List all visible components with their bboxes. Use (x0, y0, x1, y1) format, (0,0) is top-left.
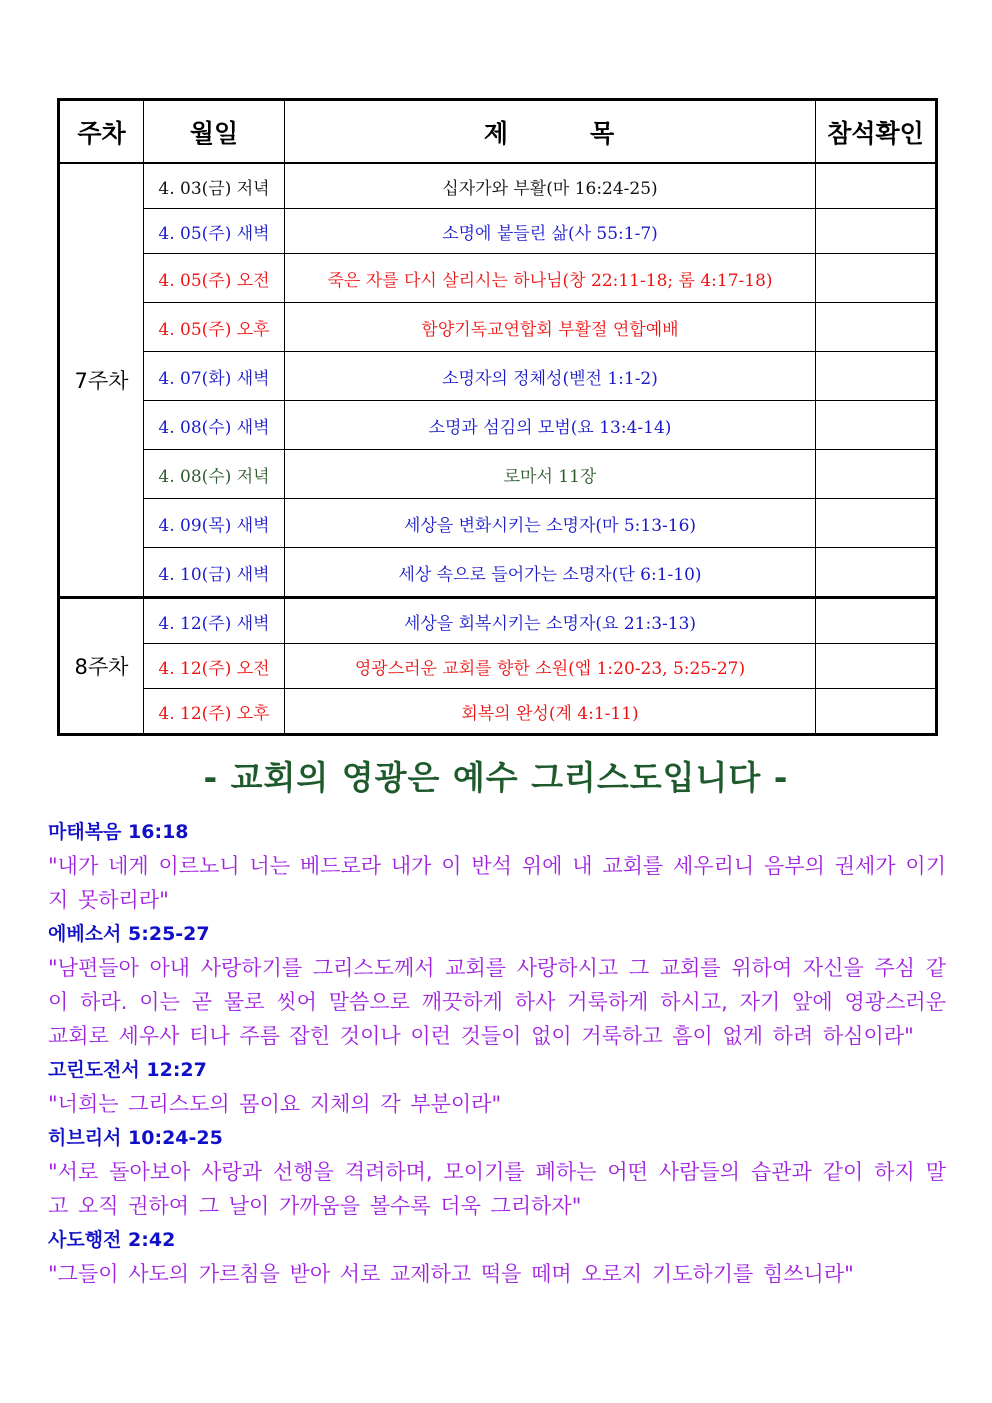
date-cell: 4. 10(금) 새벽 (144, 548, 285, 598)
attendance-check-cell[interactable] (816, 254, 937, 303)
week-label: 7주차 (59, 163, 144, 598)
header-title: 제 목 (285, 100, 816, 164)
verse-list (48, 815, 946, 1291)
table-row (59, 548, 937, 598)
attendance-check-cell[interactable] (816, 644, 937, 689)
subject-cell: 회복의 완성(계 4:1-11) (285, 689, 816, 735)
table-row (59, 499, 937, 548)
date-cell: 4. 07(화) 새벽 (144, 352, 285, 401)
verse-text: "남편들아 아내 사랑하기를 그리스도께서 교회를 사랑하시고 그 교회를 위하여 자신을 주심 같이 하라. 이는 곧 물로 씻어 말씀으로 깨끗하게 하사 거룩하게 하시고, 자기 앞에 영광스러운 교회로 세우사 티나 주름 잡힌 것이나 이런 것들이 없이 거룩하고 흠이 없게 하려 하심이라" (48, 956, 946, 1048)
table-row (59, 598, 937, 644)
subject-cell: 함양기독교연합회 부활절 연합예배 (285, 303, 816, 352)
verse-reference: 히브리서 10:24-25 (48, 1127, 223, 1149)
date-cell: 4. 09(목) 새벽 (144, 499, 285, 548)
subject-cell: 소명자의 정체성(벧전 1:1-2) (285, 352, 816, 401)
verse-text: "그들이 사도의 가르침을 받아 서로 교제하고 떡을 떼며 오로지 기도하기를 힘쓰니라" (48, 1262, 854, 1286)
attendance-check-cell[interactable] (816, 450, 937, 499)
subject-cell: 십자가와 부활(마 16:24-25) (285, 163, 816, 209)
verse-ephesians (48, 917, 946, 1053)
attendance-check-cell[interactable] (816, 209, 937, 254)
attendance-check-cell[interactable] (816, 548, 937, 598)
table-row (59, 352, 937, 401)
attendance-check-cell[interactable] (816, 689, 937, 735)
table-row (59, 450, 937, 499)
subject-cell: 세상 속으로 들어가는 소명자(단 6:1-10) (285, 548, 816, 598)
verse-reference: 고린도전서 12:27 (48, 1059, 207, 1081)
verse-1corinthians (48, 1053, 946, 1121)
table-row (59, 303, 937, 352)
motto-heading: - 교회의 영광은 예수 그리스도입니다 - (203, 758, 789, 797)
date-cell: 4. 08(수) 새벽 (144, 401, 285, 450)
table-row (59, 644, 937, 689)
verse-text: "서로 돌아보아 사랑과 선행을 격려하며, 모이기를 폐하는 어떤 사람들의 습관과 같이 하지 말고 오직 권하여 그 날이 가까움을 볼수록 더욱 그리하자" (48, 1160, 946, 1218)
date-cell: 4. 12(주) 새벽 (144, 598, 285, 644)
date-cell: 4. 05(주) 오후 (144, 303, 285, 352)
table-row (59, 401, 937, 450)
date-cell: 4. 08(수) 저녁 (144, 450, 285, 499)
header-attendance: 참석확인 (816, 100, 937, 164)
date-cell: 4. 05(주) 오전 (144, 254, 285, 303)
date-cell: 4. 12(주) 오후 (144, 689, 285, 735)
attendance-check-cell[interactable] (816, 598, 937, 644)
table-row (59, 689, 937, 735)
verse-matthew (48, 815, 946, 917)
table-header-row (59, 100, 937, 164)
attendance-check-cell[interactable] (816, 352, 937, 401)
subject-cell: 세상을 변화시키는 소명자(마 5:13-16) (285, 499, 816, 548)
subject-cell: 세상을 회복시키는 소명자(요 21:3-13) (285, 598, 816, 644)
date-cell: 4. 12(주) 오전 (144, 644, 285, 689)
attendance-check-cell[interactable] (816, 499, 937, 548)
subject-cell: 소명에 붙들린 삶(사 55:1-7) (285, 209, 816, 254)
table-row (59, 163, 937, 209)
subject-cell: 영광스러운 교회를 향한 소원(엡 1:20-23, 5:25-27) (285, 644, 816, 689)
verse-text: "내가 네게 이르노니 너는 베드로라 내가 이 반석 위에 내 교회를 세우리니 음부의 권세가 이기지 못하리라" (48, 854, 946, 912)
table-row (59, 209, 937, 254)
attendance-check-cell[interactable] (816, 401, 937, 450)
verse-acts (48, 1223, 946, 1291)
table-row (59, 254, 937, 303)
subject-cell: 죽은 자를 다시 살리시는 하나님(창 22:11-18; 롬 4:17-18) (285, 254, 816, 303)
verse-reference: 사도행전 2:42 (48, 1229, 176, 1251)
verse-text: "너희는 그리스도의 몸이요 지체의 각 부분이라" (48, 1092, 502, 1116)
date-cell: 4. 05(주) 새벽 (144, 209, 285, 254)
verse-reference: 에베소서 5:25-27 (48, 923, 210, 945)
subject-cell: 로마서 11장 (285, 450, 816, 499)
verse-reference: 마태복음 16:18 (48, 821, 189, 843)
date-cell: 4. 03(금) 저녁 (144, 163, 285, 209)
subject-cell: 소명과 섬김의 모범(요 13:4-14) (285, 401, 816, 450)
schedule-table (57, 98, 938, 736)
header-week: 주차 (59, 100, 144, 164)
attendance-check-cell[interactable] (816, 303, 937, 352)
verse-hebrews (48, 1121, 946, 1223)
attendance-check-cell[interactable] (816, 163, 937, 209)
week-label: 8주차 (59, 598, 144, 735)
header-date: 월일 (144, 100, 285, 164)
